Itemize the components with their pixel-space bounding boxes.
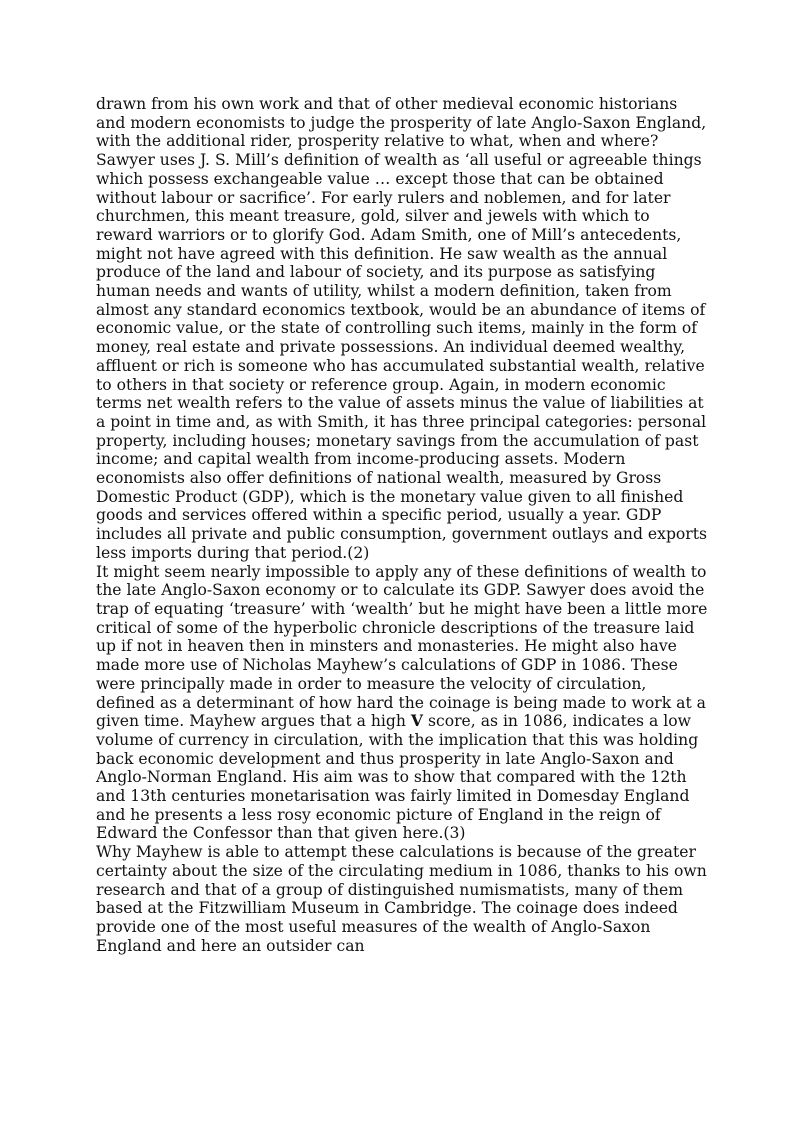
paragraph-gdp-mayhew — [96, 563, 708, 844]
velocity-symbol: V — [410, 711, 424, 731]
paragraph-coinage — [96, 843, 708, 955]
paragraph-3-text-after: score, as in 1086, indicates a low volume of currency in circulation, with the implication that this was holding back economic development and thus prosperity in late Anglo-Saxon and Anglo-Norman England. His aim was to show that compared with the 12th and 13th centuries monetarisation was fairly limited in Domesday England and he presents a less rosy economic picture of England in the reign of Edward the Confessor than that given here.(3) — [96, 712, 699, 843]
paragraph-intro-continuation — [96, 95, 708, 151]
document-page — [96, 95, 708, 955]
paragraph-4-text: Why Mayhew is able to attempt these calculations is because of the greater certainty about the size of the circulating medium in 1086, thanks to his own research and that of a group of distinguished numismatists, many of them based at the Fitzwilliam Museum in Cambridge. The coinage does indeed provide one of the most useful measures of the wealth of Anglo-Saxon England and here an outsider can — [96, 843, 707, 955]
paragraph-2-text: Sawyer uses J. S. Mill’s definition of wealth as ‘all useful or agreeable things which possess exchangeable value … except those that can be obtained without labour or sacrifice’. For early rulers and noblemen, and for later churchmen, this meant treasure, gold, silver and jewels with which to reward warriors or to glorify God. Adam Smith, one of Mill’s antecedents, might not have agreed with this definition. He saw wealth as the annual produce of the land and labour of society, and its purpose as satisfying human needs and wants of utility, whilst a modern definition, taken from almost any standard economics textbook, would be an abundance of items of economic value, or the state of controlling such items, mainly in the form of money, real estate and private possessions. An individual deemed wealthy, affluent or rich is someone who has accumulated substantial wealth, relative to others in that society or reference group. Again, in modern economic terms net wealth refers to the value of assets minus the value of liabilities at a point in time and, as with Smith, it has three principal categories: personal property, including houses; monetary savings from the accumulation of past income; and capital wealth from income-producing assets. Modern economists also offer definitions of national wealth, measured by Gross Domestic Product (GDP), which is the monetary value given to all finished goods and services offered within a specific period, usually a year. GDP includes all private and public consumption, government outlays and exports less imports during that period.(2) — [96, 151, 708, 562]
paragraph-1-text: drawn from his own work and that of other medieval economic historians and modern economists to judge the prosperity of late Anglo-Saxon England, with the additional rider, prosperity relative to what, when and where? — [96, 95, 707, 151]
paragraph-wealth-definitions — [96, 151, 708, 562]
paragraph-3-text-before: It might seem nearly impossible to apply any of these definitions of wealth to the late Anglo-Saxon economy or to calculate its GDP. Sawyer does avoid the trap of equating ‘treasure’ with ‘wealth’ but he might have been a little more critical of some of the hyperbolic chronicle descriptions of the treasure laid up if not in heaven then in minsters and monasteries. He might also have made more use of Nicholas Mayhew’s calculations of GDP in 1086. These were principally made in order to measure the velocity of circulation, defined as a determinant of how hard the coinage is being made to work at a given time. Mayhew argues that a high — [96, 562, 708, 731]
